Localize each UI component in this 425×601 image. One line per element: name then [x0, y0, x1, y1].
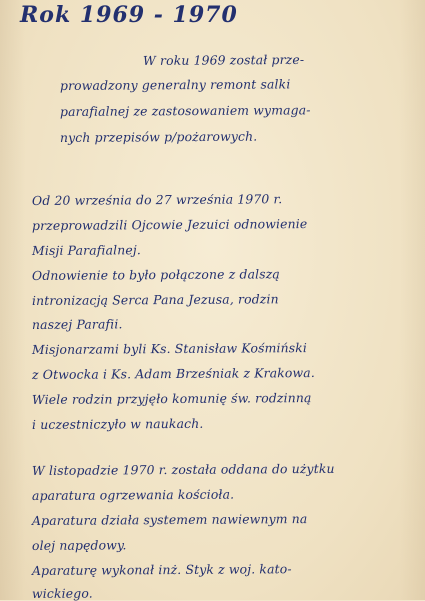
text-line: olej napędowy. [31, 537, 127, 553]
text-line: nych przepisów p/pożarowych. [59, 128, 258, 145]
text-line: parafialnej ze zastosowaniem wymaga- [59, 102, 311, 119]
text-line: Odnowienie to było połączone z dalszą [31, 266, 280, 283]
text-line: z Otwocka i Ks. Adam Brześniak z Krakowa. [31, 365, 315, 382]
text-line: Misjonarzami byli Ks. Stanisław Kośmiński [31, 340, 308, 357]
text-line: intronizacją Serca Pana Jezusa, rodzin [31, 291, 279, 308]
page-heading: Rok 1969 - 1970 [20, 2, 238, 28]
text-line: Od 20 września do 27 września 1970 r. [31, 191, 283, 208]
text-line: Wiele rodzin przyjęło komunię św. rodzinną [31, 390, 312, 407]
text-line: przeprowadzili Ojcowie Jezuici odnowienie [31, 216, 308, 233]
text-line: wickiego. [31, 585, 93, 601]
text-line: Misji Parafialnej. [31, 242, 141, 258]
text-line: W roku 1969 został prze- [142, 51, 305, 68]
text-line: naszej Parafii. [31, 316, 123, 332]
text-line: W listopadzie 1970 r. została oddana do użytku [31, 460, 335, 478]
text-line: Aparaturę wykonał inż. Styk z woj. kato- [31, 561, 292, 578]
text-line: aparatura ogrzewania kościoła. [31, 486, 235, 503]
text-line: Aparatura działa systemem nawiewnym na [31, 511, 308, 528]
text-line: prowadzony generalny remont salki [59, 76, 291, 93]
text-line: i uczestniczyło w naukach. [31, 415, 204, 432]
